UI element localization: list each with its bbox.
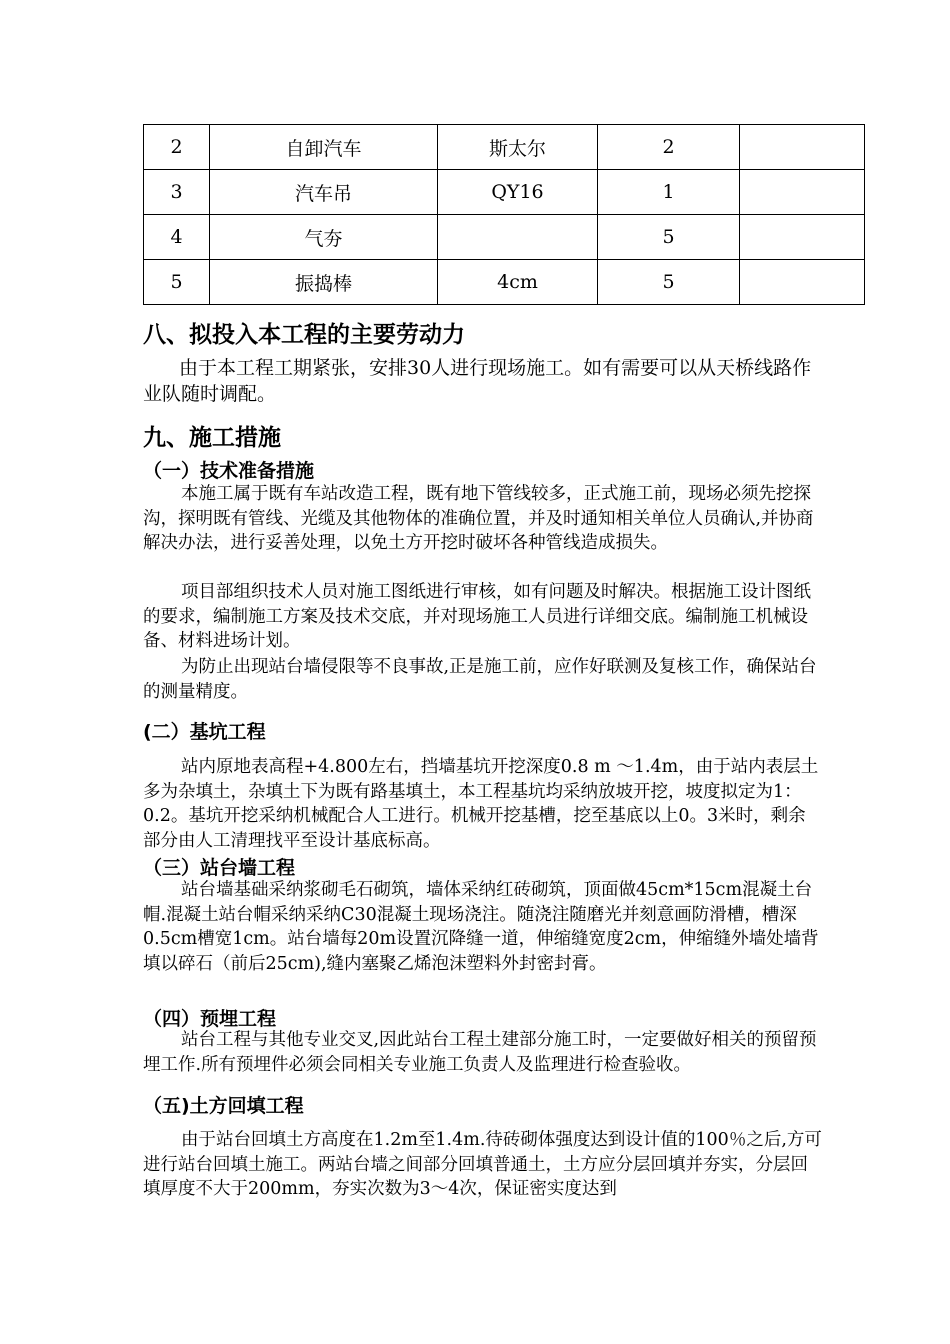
- subsection-heading-tech-prep: （一）技术准备措施: [143, 460, 315, 482]
- table-cell-no: 4: [144, 215, 210, 260]
- table-row: [144, 125, 865, 170]
- paragraph-tech-prep-3: 为防止出现站台墙侵限等不良事故,正是施工前，应作好联测及复核工作，确保站台的测量精度。: [143, 657, 817, 702]
- table-cell-no: 5: [144, 260, 210, 305]
- equipment-table: [143, 124, 865, 305]
- paragraph-tech-prep-1: 本施工属于既有车站改造工程，既有地下管线较多，正式施工前，现场必须先挖探沟，探明既有管线、光缆及其他物体的准确位置，并及时通知相关单位人员确认,并协商解决办法，进行妥善处理，以免土方开挖时破坏各种管线造成损失。: [143, 484, 814, 553]
- subsection-heading-backfill: （五)土方回填工程: [143, 1095, 304, 1117]
- table-cell-model: [438, 215, 598, 260]
- table-cell-model: QY16: [438, 170, 598, 215]
- table-cell-remark: [740, 170, 865, 215]
- section-heading-labor: 八、拟投入本工程的主要劳动力: [143, 322, 465, 348]
- paragraph-platform-wall: 站台墙基础采纳浆砌毛石砌筑，墙体采纳红砖砌筑，顶面做45cm*15cm混凝土台帽.混凝土站台帽采纳采纳C30混凝土现场浇注。随浇注随磨光并刻意画防滑槽，槽深0.5cm槽宽1cm。站台墙每20m设置沉降缝一道，伸缩缝宽度2cm，伸缩缝外墙处墙背填以碎石（前后25cm),缝内塞聚乙烯泡沫塑料外封密封膏。: [143, 880, 819, 974]
- subsection-heading-platform-wall: （三）站台墙工程: [143, 857, 296, 879]
- subsection-heading-embedded: （四）预埋工程: [143, 1008, 277, 1030]
- table-cell-remark: [740, 125, 865, 170]
- table-row: [144, 260, 865, 305]
- table-cell-qty: 5: [598, 260, 740, 305]
- table-cell-qty: 2: [598, 125, 740, 170]
- table-cell-name: 气夯: [210, 215, 438, 260]
- subsection-heading-foundation-pit: (二）基坑工程: [143, 721, 266, 743]
- table-cell-name: 振捣棒: [210, 260, 438, 305]
- paragraph-foundation-pit: 站内原地表高程+4.800左右，挡墙基坑开挖深度0.8 m ～1.4m，由于站内表层土多为杂填土，杂填土下为既有路基填土，本工程基坑均采纳放坡开挖，坡度拟定为1：0.2。基坑开挖采纳机械配合人工进行。机械开挖基槽，挖至基底以上0。3米时，剩余部分由人工清理找平至设计基底标高。: [143, 757, 819, 851]
- paragraph-embedded: 站台工程与其他专业交叉,因此站台工程土建部分施工时，一定要做好相关的预留预埋工作.所有预埋件必须会同相关专业施工负责人及监理进行检查验收。: [143, 1030, 817, 1075]
- paragraph-tech-prep-2: 项目部组织技术人员对施工图纸进行审核，如有问题及时解决。根据施工设计图纸的要求，编制施工方案及技术交底，并对现场施工人员进行详细交底。编制施工机械设备、材料进场计划。: [143, 582, 811, 651]
- table-cell-no: 3: [144, 170, 210, 215]
- table-row: [144, 215, 865, 260]
- table-cell-name: 汽车吊: [210, 170, 438, 215]
- table-cell-model: 4cm: [438, 260, 598, 305]
- table-row: [144, 170, 865, 215]
- paragraph-backfill: 由于站台回填土方高度在1.2m至1.4m.待砖砌体强度达到设计值的100％之后,方可进行站台回填土施工。两站台墙之间部分回填普通土，土方应分层回填并夯实，分层回填厚度不大于200mm，夯实次数为3～4次，保证密实度达到: [143, 1130, 822, 1199]
- section-heading-measures: 九、施工措施: [143, 425, 281, 451]
- table-cell-no: 2: [144, 125, 210, 170]
- table-cell-name: 自卸汽车: [210, 125, 438, 170]
- table-cell-remark: [740, 215, 865, 260]
- table-cell-remark: [740, 260, 865, 305]
- table-cell-qty: 5: [598, 215, 740, 260]
- table-cell-qty: 1: [598, 170, 740, 215]
- paragraph-labor: 由于本工程工期紧张，安排30人进行现场施工。如有需要可以从天桥线路作业队随时调配。: [143, 357, 812, 405]
- table-cell-model: 斯太尔: [438, 125, 598, 170]
